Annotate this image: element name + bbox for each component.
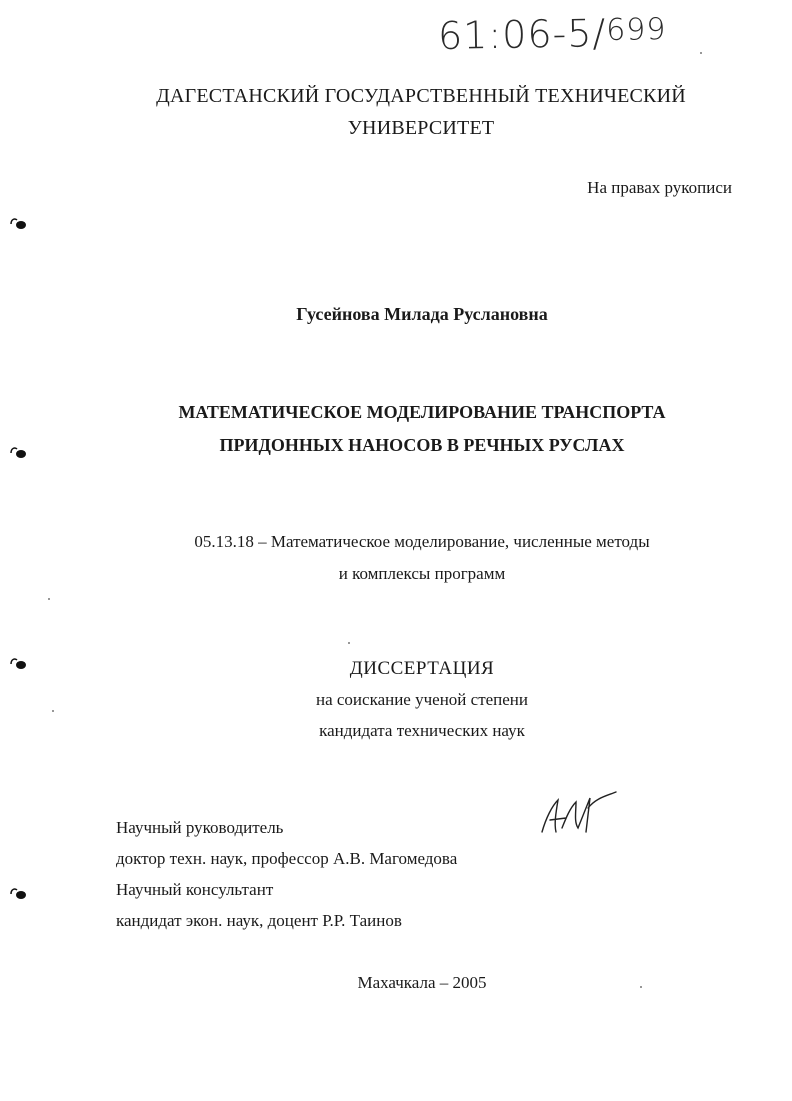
punch-hole-mark [8, 656, 28, 672]
archive-code [438, 10, 667, 58]
scan-speck [700, 52, 702, 54]
scan-speck [348, 642, 350, 644]
title-line-1: МАТЕМАТИЧЕСКОЕ МОДЕЛИРОВАНИЕ ТРАНСПОРТА [178, 402, 666, 422]
specialty-line-2: и комплексы программ [338, 564, 506, 583]
archive-code-suffix: 699 [605, 12, 667, 49]
archive-code-prefix: 61:06-5/ [437, 11, 607, 58]
signature-mark [536, 788, 626, 840]
dissertation-title [0, 396, 792, 462]
punch-hole-mark [8, 216, 28, 232]
specialty [110, 526, 734, 590]
degree-line-1: на соискание ученой степени [315, 690, 529, 709]
supervisor-name: доктор техн. наук, профессор А.В. Магомедова [116, 849, 458, 868]
university-line-1: ДАГЕСТАНСКИЙ ГОСУДАРСТВЕННЫЙ ТЕХНИЧЕСКИЙ [156, 85, 686, 107]
consultant-name: кандидат экон. наук, доцент Р.Р. Таинов [116, 911, 402, 930]
supervisor-label: Научный руководитель [116, 818, 284, 837]
specialty-line-1: 05.13.18 – Математическое моделирование, численные методы [194, 532, 650, 551]
university-name [96, 80, 746, 144]
scan-speck [52, 710, 54, 712]
scan-speck [640, 986, 642, 988]
degree-line-2: кандидата технических наук [319, 721, 525, 740]
dissertation-heading: ДИССЕРТАЦИЯ [349, 658, 495, 679]
dissertation-block [0, 653, 792, 746]
consultant-label: Научный консультант [116, 880, 274, 899]
title-line-2: ПРИДОННЫХ НАНОСОВ В РЕЧНЫХ РУСЛАХ [219, 435, 625, 455]
author-name: Гусейнова Милада Руслановна [296, 304, 548, 324]
scan-speck [48, 598, 50, 600]
advisors-block [116, 812, 457, 936]
punch-hole-mark [8, 445, 28, 461]
manuscript-rights: На правах рукописи [587, 178, 732, 197]
punch-hole-mark [8, 886, 28, 902]
university-line-2: УНИВЕРСИТЕТ [347, 117, 495, 139]
city-year: Махачкала – 2005 [357, 973, 487, 992]
